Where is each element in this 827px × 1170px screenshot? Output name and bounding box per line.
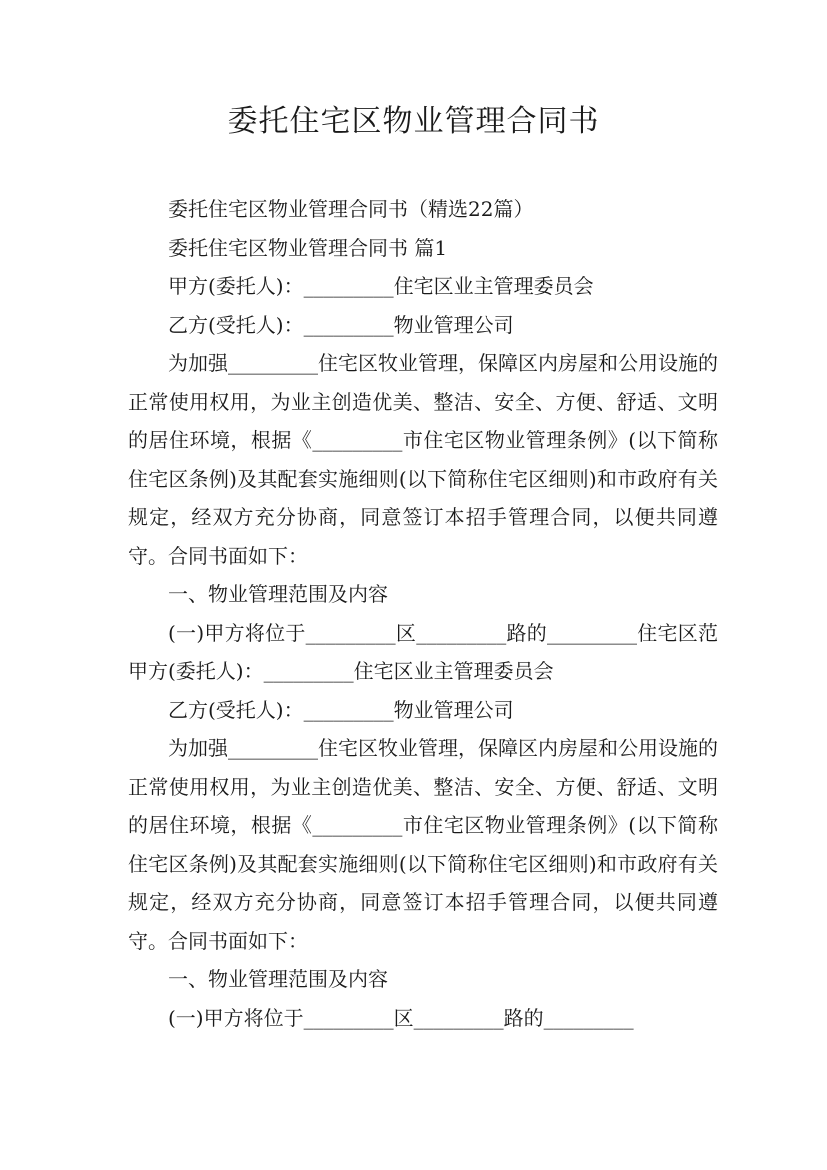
document-body [128, 190, 718, 1037]
paragraph-preamble-repeat: 为加强_________住宅区牧业管理，保障区内房屋和公用设施的正常使用权用，为业主创造优美、整洁、安全、方便、舒适、文明的居住环境，根据《_________市住宅区物业管理条例》(以下简称住宅区条例)及其配套实施细则(以下简称住宅区细则)和市政府有关规定，经双方充分协商，同意签订本招手管理合同，以便共同遵守。合同书面如下： [128, 736, 718, 953]
paragraph-clause-1-repeat: (一)甲方将位于_________区_________路的_________ [168, 1005, 634, 1030]
paragraph-party-a: 甲方(委托人)：_________住宅区业主管理委员会 [168, 274, 594, 298]
paragraph-section-heading: 委托住宅区物业管理合同书 篇1 [168, 235, 448, 260]
paragraph-party-b-repeat: 乙方(受托人)：_________物业管理公司 [168, 697, 514, 722]
paragraph-preamble: 为加强_________住宅区牧业管理，保障区内房屋和公用设施的正常使用权用，为业主创造优美、整洁、安全、方便、舒适、文明的居住环境，根据《_________市住宅区物业管理条例》(以下简称住宅区条例)及其配套实施细则(以下简称住宅区细则)和市政府有关规定，经双方充分协商，同意签订本招手管理合同，以便共同遵守。合同书面如下： [128, 351, 718, 568]
document-title: 委托住宅区物业管理合同书 [227, 104, 600, 139]
paragraph-clause-1: (一)甲方将位于_________区_________路的_________住宅区范甲方(委托人)：_________住宅区业主管理委员会 [128, 620, 718, 683]
paragraph-party-b: 乙方(受托人)：_________物业管理公司 [168, 312, 514, 337]
paragraph-clause-heading: 一、物业管理范围及内容 [168, 582, 388, 606]
paragraph-subtitle: 委托住宅区物业管理合同书（精选22篇） [168, 197, 534, 221]
paragraph-clause-heading-repeat: 一、物业管理范围及内容 [168, 967, 388, 991]
